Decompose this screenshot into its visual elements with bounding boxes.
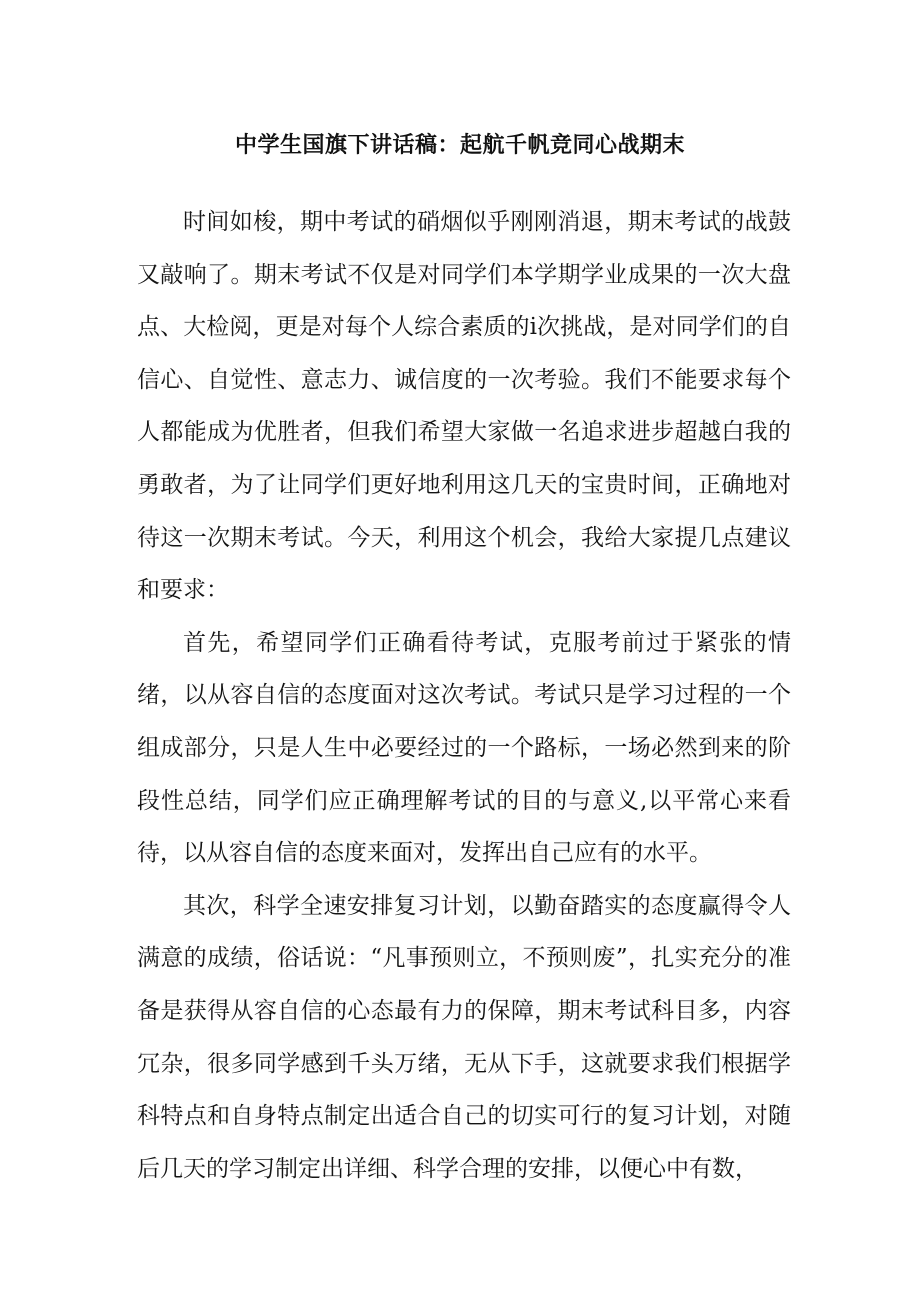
paragraph-second-point: 其次，科学全速安排复习计划，以勤奋踏实的态度赢得令人满意的成绩，俗话说：“凡事预则立，不预则废”，扎实充分的准备是获得从容自信的心态最有力的保障，期末考试科目多，内容冗杂，很多同学感到千头万绪，无从下手，这就要求我们根据学科特点和自身特点制定出适合自己的切实可行的复习计划，对随后几天的学习制定出详细、科学合理的安排，以便心中有数，	[137, 892, 791, 1182]
paragraph-first-point: 首先，希望同学们正确看待考试，克服考前过于紧张的情绪，以从容自信的态度面对这次考试。考试只是学习过程的一个组成部分，只是人生中必要经过的一个路标，一场必然到来的阶段性总结，同学们应正确理解考试的目的与意义,以平常心来看待，以从容自信的态度来面对，发挥出自己应有的水平。	[137, 629, 791, 867]
document-body	[137, 196, 791, 1195]
paragraph-intro: 时间如梭，期中考试的硝烟似乎刚刚消退，期末考试的战鼓又敲响了。期末考试不仅是对同学们本学期学业成果的一次大盘点、大检阅，更是对每个人综合素质的i次挑战，是对同学们的自信心、自觉性、意志力、诚信度的一次考验。我们不能要求每个人都能成为优胜者，但我们希望大家做一名追求进步超越白我的勇敢者，为了让同学们更好地利用这几天的宝贵时间，正确地对待这一次期末考试。今天，利用这个机会，我给大家提几点建议和要求：	[137, 209, 791, 604]
document-title: 中学生国旗下讲话稿：起航千帆竞同心战期末	[234, 133, 685, 158]
